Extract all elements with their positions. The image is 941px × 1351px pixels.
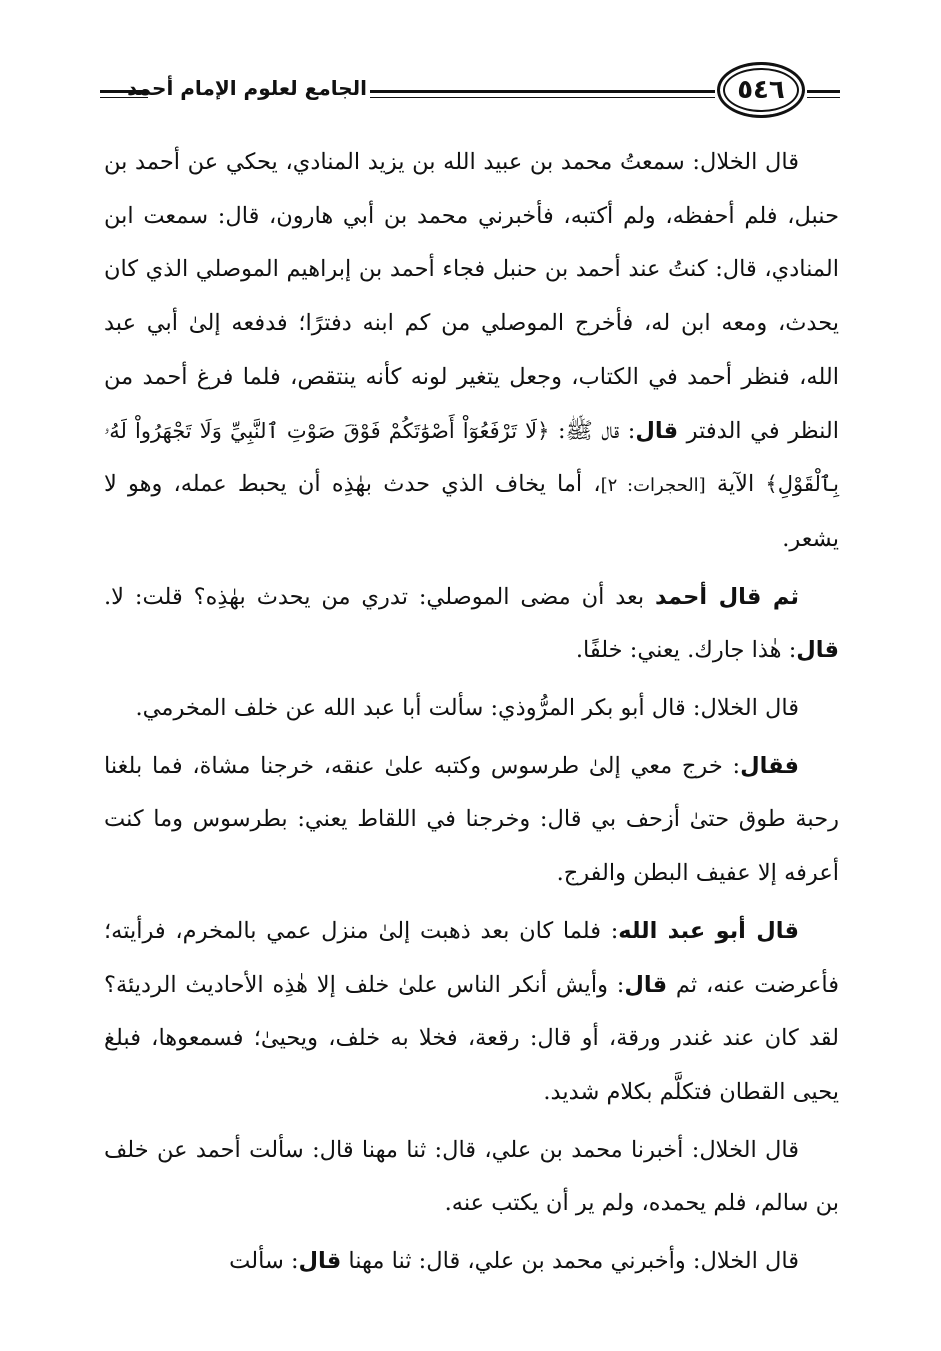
paragraph <box>104 682 839 736</box>
text-segment: : فلما كان بعد ذهبت إلىٰ منزل عمي بالمخرم، فرأيته؛ فأعرضت عنه، ثم <box>104 917 839 998</box>
text-segment: قال الخلال: قال أبو بكر المرُّوذي: سألت أبا عبد الله عن خلف المخرمي. <box>135 695 799 722</box>
speaker-label: قال <box>796 637 839 664</box>
paragraph <box>104 905 839 1120</box>
page-header <box>100 58 840 118</box>
text-segment: الآية <box>705 471 766 498</box>
text-segment: قال الخلال: أخبرنا محمد بن علي، قال: ثنا مهنا قال: سألت أحمد عن خلف بن سالم، فلم يحمده، ولم ير أن يكتب عنه. <box>104 1136 839 1217</box>
text-segment: قال الخلال: سمعتُ محمد بن عبيد الله بن يزيد المنادي، يحكي عن أحمد بن حنبل، فلم أحفظه، ولم أكتبه، فأخبرني محمد بن أبي هارون، قال: سمعت ابن المنادي، قال: كنتُ عند أحمد بن حنبل فجاء أحمد بن إبراهيم الموصلي الذي كان يحدث، ومعه ابن له، فأخرج الموصلي من كم ابنه دفترًا؛ فدفعه إلىٰ أبي عبد الله، فنظر أحمد في الكتاب، وجعل يتغير لونه كأنه ينتقص، فلما فرغ أحمد من النظر في الدفتر <box>104 149 839 444</box>
paragraph <box>104 136 839 567</box>
speaker-label: قال <box>298 1248 342 1275</box>
paragraph <box>104 1235 839 1289</box>
verse-reference: [الحجرات: ٢] <box>600 475 706 497</box>
quran-verse: ﴿لَا تَرْفَعُوٓاْ أَصْوَٰتَكُمْ فَوْقَ صَوْتِ ٱلنَّبِيِّ وَلَا تَجْهَرُواْ لَهُۥ بِٱلْقَوْلِ﴾ <box>104 418 839 497</box>
speaker-label: قال أبو عبد الله <box>618 917 799 944</box>
paragraph <box>104 740 839 901</box>
speaker-label: قال <box>624 971 668 998</box>
text-segment: : وأيش أنكر الناس علىٰ خلف إلا هٰذِه الأحاديث الرديئة؟ لقد كان عند غندر ورقة، أو قال: رقعة، فخلا به خلف، ويحيىٰ؛ فسمعوها، فبلغ يحيى القطان فتكلَّم بكلام شديد. <box>104 971 839 1105</box>
text-segment: : خرج معي إلىٰ طرسوس وكتبه علىٰ عنقه، خرجنا مشاة، فما بلغنا رحبة طوق حتىٰ أزحف بي قال: وخرجنا في اللقاط يعني: بطرسوس وما كنت أعرفه إلا عفيف البطن والفرج. <box>104 752 839 887</box>
page-body <box>104 136 839 1289</box>
header-rule-right <box>807 90 840 98</box>
speaker-label: ثم قال أحمد <box>655 583 799 610</box>
speaker-label: فقال <box>740 752 799 779</box>
paragraph <box>104 1124 839 1231</box>
text-segment: ، أما يخاف الذي حدث بهٰذِه أن يحبط عمله، وهو لا يشعر. <box>104 471 839 552</box>
paragraph <box>104 571 839 678</box>
text-segment: : سألت <box>229 1248 299 1275</box>
book-title: الجامع لعلوم الإمام أحمد <box>127 76 367 100</box>
text-segment: : هٰذا جارك. يعني: خلفًا. <box>575 637 797 664</box>
text-segment: بعد أن مضى الموصلي: تدري من يحدث بهٰذِه؟ قلت: لا. <box>104 583 656 610</box>
header-rule-middle <box>370 90 715 98</box>
page-number: ٥٤٦ <box>717 62 805 118</box>
speaker-label: قال <box>635 417 679 444</box>
text-segment: : قال ﷺ: <box>549 417 636 444</box>
text-segment: قال الخلال: وأخبرني محمد بن علي، قال: ثنا مهنا <box>341 1248 799 1275</box>
